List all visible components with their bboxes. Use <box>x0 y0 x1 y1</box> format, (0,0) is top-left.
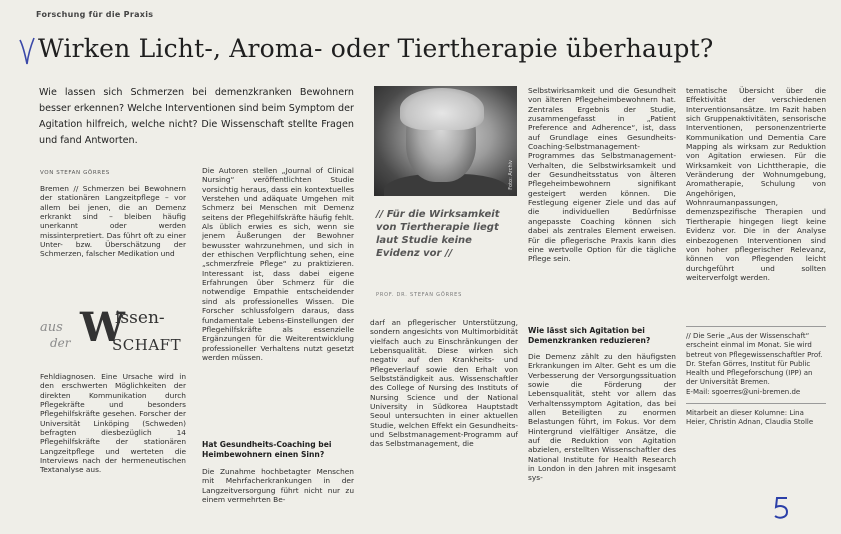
logo-w: W <box>80 304 125 351</box>
logo-schaft: SCHAFT <box>112 336 182 354</box>
column-3-bottom: darf an pflegerischer Unterstützung, sondern angesichts von Multimorbidität vielfach auch zu Einschränkungen der Lebensqualität. Diese wirken sich negativ auf den Krankheits- und Pflegeverlauf sowie den Erhalt von Selbstständigkeit aus. Wissenschaftler des College of Nursing des Instituts of Nursing Science und der National University in Südkorea Hauptstadt Seoul untersuchten in einer aktuellen Studie, welchen Effekt ein Gesundheits- und Selbstmanagement-Programm auf das Selbstmanagement, die <box>370 318 518 449</box>
column-4-top: Selbstwirksamkeit und die Gesundheit von älteren Pflegeheimbewohnern hat. Zentrales Ergebnis der Studie, zusammengefasst in „Patient Preference and Adherence“, ist, dass auf Grundlage eines Gesundheits-Coaching-Selbstmanagement-Programmes das Selbstmanagement-Verhalten, die Selbstwirksamkeit und der Gesundheitsstatus von älteren Pflegeheimbewohnern signifikant gesteigert werden können. Die Festlegung eigener Ziele und das auf die individuellen Bedürfnisse angepasste Coaching können sich dabei als zentrales Element erweisen. Für die pflegerische Praxis kann dies eine wertvolle Option für die tägliche Pflege sein. <box>528 86 676 264</box>
subhead-coaching: Hat Gesundheits-Coaching bei Heimbewohnern einen Sinn? <box>202 440 332 459</box>
section-kicker: Forschung für die Praxis <box>36 10 154 19</box>
logo-der: der <box>50 336 71 350</box>
series-contributors: Mitarbeit an dieser Kolumne: Lina Heier, Christin Adnan, Claudia Stolle <box>686 409 814 427</box>
column-2-top: Die Autoren stellen „Journal of Clinical Nursing“ veröffentlichten Studie vorsichtig heraus, dass ein kontextuelles Verstehen und adäquate Umgehen mit Schmerz bei Menschen mit Demenz seitens der Pflegehilfskräfte häufig fehlt. Als üblich erwies es sich, wenn sie jenem Äußerungen der Bewohner bewusster wahrzunehmen, und sich in der ethischen Verpflichtung sehen, eine „schmerzfreie Pflege“ zu praktizieren. Interessant ist, dass dabei eigene Erfahrungen über Schmerz für die notwendige Empathie entscheidender sind als professionelles Wissen. Die Forscher schlussfolgern daraus, dass fundamentale Lebens-Einstellungen der Pflegehilfskräfte als essenzielle Ergänzungen für die Weiterentwicklung professioneller Verhaltens nutzt gesetzt werden müssen. <box>202 166 354 362</box>
logo-aus: aus <box>40 320 63 335</box>
column-1-bottom: Fehldiagnosen. Eine Ursache wird in den erschwerten Möglichkeiten der direkten Kommunikation durch Pflegekräfte und besonders Pflegehilfskräfte gesehen. Forscher der Universität Linköping (Schweden) befragten diesbezüglich 14 Pflegehilfskräfte der stationären Langzeitpflege und werteten die Interviews nach der hermeneutischen Textanalyse aus. <box>40 372 186 475</box>
pull-quote-author: PROF. DR. STEFAN GÖRRES <box>376 292 463 298</box>
series-description: // Die Serie „Aus der Wissenschaft“ erscheint einmal im Monat. Sie wird betreut von Pflegewissenschaftler Prof. Dr. Stefan Görres, Institut für Public Health und Pflegeforschung (IPP) an der Universität Bremen. <box>686 332 823 387</box>
column-2-bottom: Die Zunahme hochbetagter Menschen mit Mehrfacherkrankungen in der Langzeitversorgung führt nicht nur zu einem vermehrten Be- <box>202 467 354 505</box>
column-5-top: tematische Übersicht über die Effektivität der verschiedenen Interventionsansätze. Im Fazit haben sich Gruppenaktivitäten, sensorische Interventionen, personenzentrierte Kommunikation und Dementia Care Mapping als wirksam zur Reduktion von Agitation erwiesen. Für die Wirksamkeit von Lichttherapie, die Veränderung der Wohnumgebung, Aromatherapie, Schulung von Angehörigen, Wohnraumanpassungen, demenzspezifische Therapien und Tiertherapie hingegen liegt keine Evidenz vor. Die in der Analyse einbezogenen Interventionen sind von hoher pflegerischer Relevanz, können von Pflegenden leicht durchgeführt und sollten weiterverfolgt werden. <box>686 86 826 282</box>
aus-der-wissenschaft-logo <box>40 298 190 360</box>
article-lead: Wie lassen sich Schmerzen bei demenzkranken Bewohnern besser erkennen? Welche Interventionen sind beim Symptom der Agitation hilfreich, welche nicht? Die Wissenschaft stellte Fragen und fand Antworten. <box>39 87 354 146</box>
article-headline: Wirken Licht-, Aroma- oder Tiertherapie überhaupt? <box>38 34 714 63</box>
subhead-agitation: Wie lässt sich Agitation bei Demenzkranken reduzieren? <box>528 326 651 345</box>
handwritten-page-number <box>771 495 793 521</box>
series-email: E-Mail: sgoerres@uni-bremen.de <box>686 387 801 396</box>
pen-scribble-icon <box>18 36 36 66</box>
column-1-top: Bremen // Schmerzen bei Bewohnern der stationären Langzeitpflege – vor allem bei jenen, die an Demenz erkrankt sind – bleiben häufig unerkannt oder werden missinterpretiert. Das führt oft zu einer Unter- bzw. Überschätzung der Schmerzen, falscher Medikation und <box>40 184 186 259</box>
author-photo <box>374 86 517 196</box>
column-4-bottom: Die Demenz zählt zu den häufigsten Erkrankungen im Alter. Geht es um die Verbesserung der Versorgungssituation sowie die Förderung der Lebensqualität, steht vor allem das Verhaltenssymptom Agitation, das bei allen Beteiligten zu enormen Belastungen führt, im Fokus. Vor dem Hintergrund vielfältiger Ansätze, die auf die Reduktion von Agitation abzielen, erstellten Wissenschaftler des National Institute for Health Research in London in den Jahren mit insgesamt sys- <box>528 352 676 483</box>
pull-quote: // Für die Wirksamkeit von Tiertherapie liegt laut Studie keine Evidenz vor // <box>376 209 500 259</box>
photo-credit: Foto: Archiv <box>508 160 514 190</box>
logo-issen: issen- <box>115 308 165 328</box>
series-info-box <box>686 320 826 428</box>
byline: VON STEFAN GÖRRES <box>40 170 110 176</box>
